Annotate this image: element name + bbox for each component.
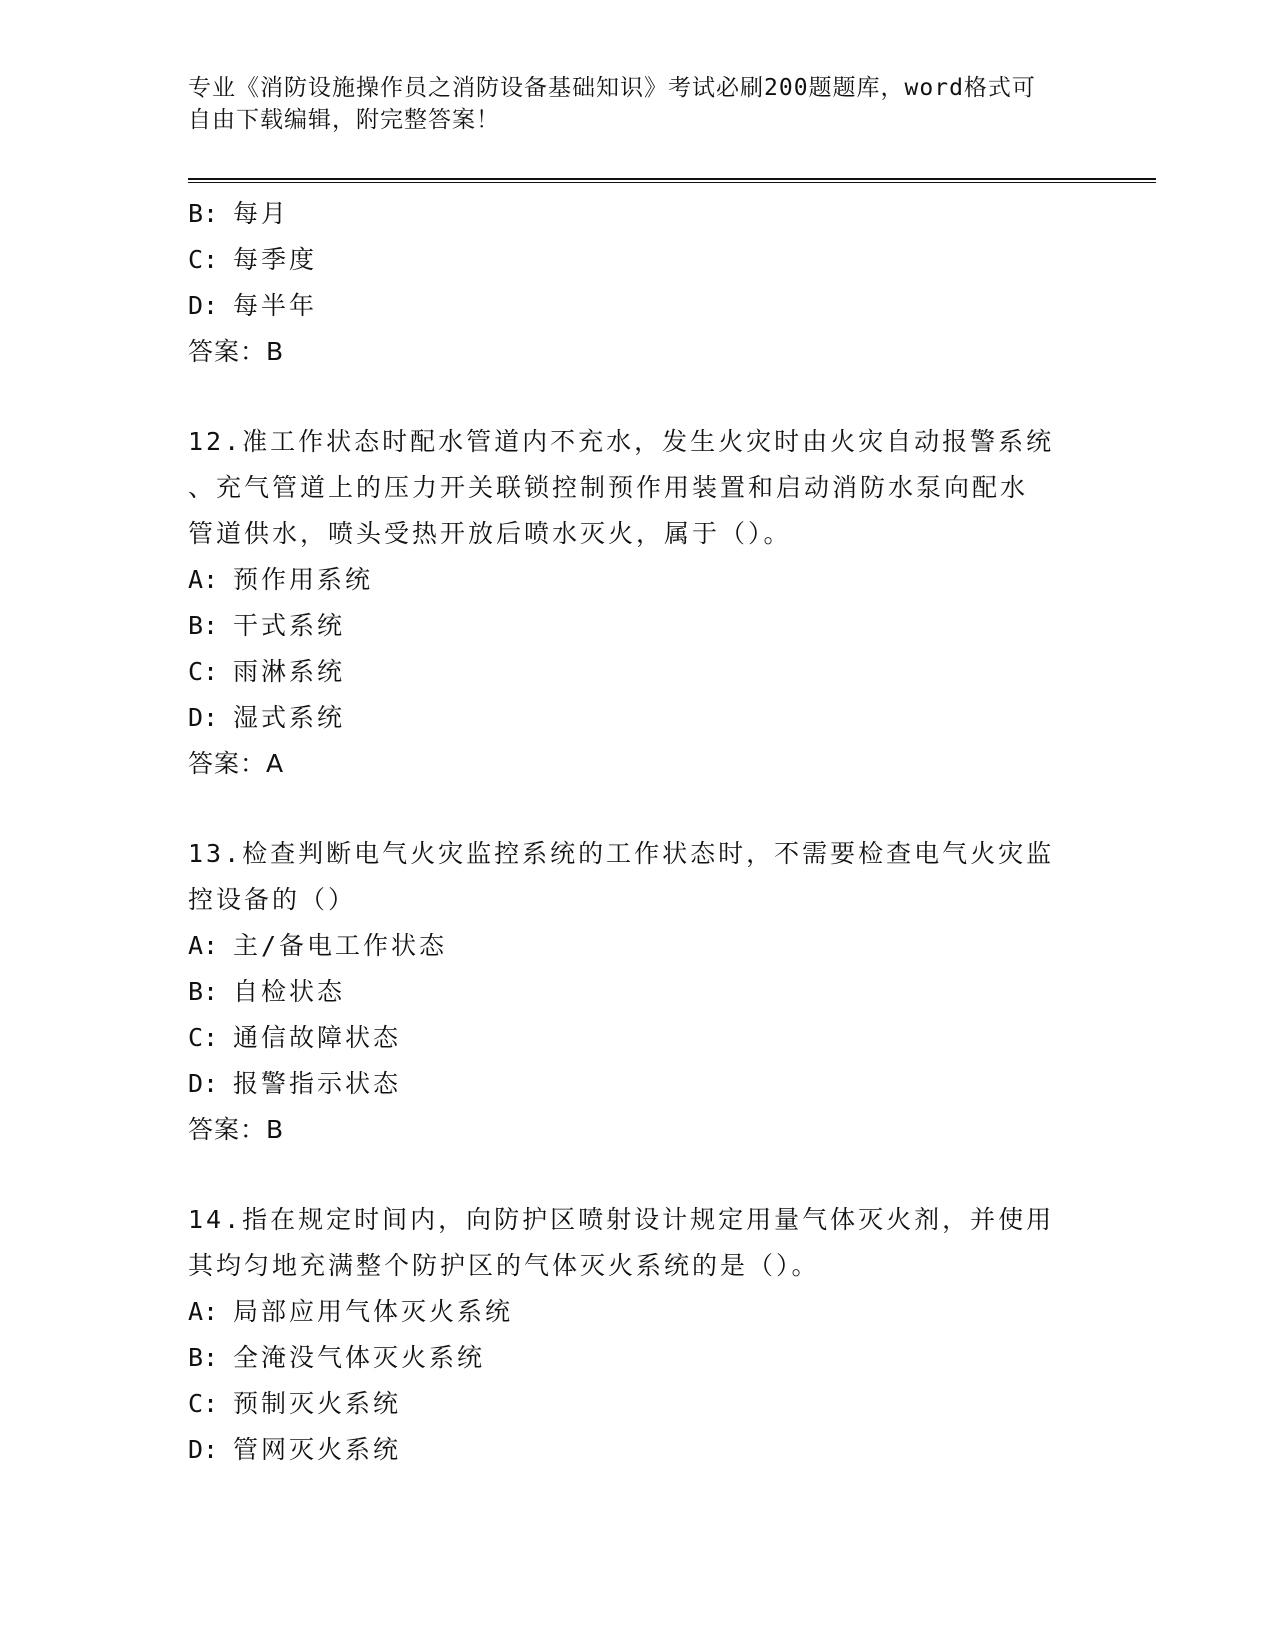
question-11-tail (188, 191, 1088, 375)
option-letter: D: (188, 1435, 219, 1464)
option-letter: D: (188, 703, 219, 732)
option-letter: C: (188, 1389, 219, 1418)
option-letter: A: (188, 565, 219, 594)
stem-line: 13.检查判断电气火灾监控系统的工作状态时，不需要检查电气火灾监 (188, 839, 1055, 868)
answer-line: 答案：A (188, 749, 285, 778)
option-d (188, 283, 1088, 329)
option-c (188, 649, 1088, 695)
option-letter: B: (188, 1343, 219, 1372)
option-a (188, 557, 1088, 603)
question-spacer (188, 375, 1088, 419)
option-text: 全淹没气体灭火系统 (233, 1343, 486, 1372)
option-b (188, 969, 1088, 1015)
option-letter: D: (188, 1069, 219, 1098)
option-text: 自检状态 (233, 977, 346, 1006)
stem-line: 管道供水，喷头受热开放后喷水灭火，属于（）。 (188, 519, 792, 548)
option-text: 局部应用气体灭火系统 (233, 1297, 514, 1326)
option-b (188, 191, 1088, 237)
option-d (188, 1427, 1088, 1473)
question-stem (188, 419, 1088, 557)
header-title-line-2: 自由下载编辑，附完整答案！ (188, 107, 500, 133)
option-letter: A: (188, 931, 219, 960)
option-text: 管网灭火系统 (233, 1435, 402, 1464)
answer-line: 答案：B (188, 1115, 285, 1144)
header-title-line-1: 专业《消防设施操作员之消防设备基础知识》考试必刷200题题库，word格式可 (188, 75, 1036, 101)
option-letter: B: (188, 977, 219, 1006)
question-13 (188, 831, 1088, 1153)
question-list (188, 191, 1088, 1473)
option-text: 干式系统 (233, 611, 346, 640)
option-text: 通信故障状态 (233, 1023, 402, 1052)
option-text: 雨淋系统 (233, 657, 346, 686)
answer-line: 答案：B (188, 337, 285, 366)
option-b (188, 603, 1088, 649)
option-letter: C: (188, 657, 219, 686)
header-divider (188, 178, 1156, 183)
option-letter: B: (188, 199, 219, 228)
question-spacer (188, 787, 1088, 831)
stem-line: 12.准工作状态时配水管道内不充水，发生火灾时由火灾自动报警系统 (188, 427, 1055, 456)
question-spacer (188, 1153, 1088, 1197)
question-12 (188, 419, 1088, 787)
option-text: 预作用系统 (233, 565, 374, 594)
option-c (188, 1015, 1088, 1061)
option-text: 预制灭火系统 (233, 1389, 402, 1418)
option-letter: B: (188, 611, 219, 640)
option-c (188, 237, 1088, 283)
option-d (188, 695, 1088, 741)
option-letter: C: (188, 1023, 219, 1052)
question-stem (188, 1197, 1088, 1289)
option-d (188, 1061, 1088, 1107)
stem-line: 14.指在规定时间内，向防护区喷射设计规定用量气体灭火剂，并使用 (188, 1205, 1055, 1234)
option-a (188, 1289, 1088, 1335)
option-text: 主/备电工作状态 (233, 931, 448, 960)
option-text: 每半年 (233, 291, 318, 320)
option-letter: C: (188, 245, 219, 274)
option-letter: D: (188, 291, 219, 320)
option-text: 每季度 (233, 245, 318, 274)
option-c (188, 1381, 1088, 1427)
question-stem (188, 831, 1088, 923)
option-b (188, 1335, 1088, 1381)
stem-line: 其均匀地充满整个防护区的气体灭火系统的是（）。 (188, 1251, 820, 1280)
stem-line: 控设备的（） (188, 885, 357, 914)
question-14 (188, 1197, 1088, 1473)
option-letter: A: (188, 1297, 219, 1326)
option-text: 报警指示状态 (233, 1069, 402, 1098)
option-text: 每月 (233, 199, 290, 228)
option-text: 湿式系统 (233, 703, 346, 732)
option-a (188, 923, 1088, 969)
document-header (188, 72, 1088, 136)
stem-line: 、充气管道上的压力开关联锁控制预作用装置和启动消防水泵向配水 (188, 473, 1029, 502)
